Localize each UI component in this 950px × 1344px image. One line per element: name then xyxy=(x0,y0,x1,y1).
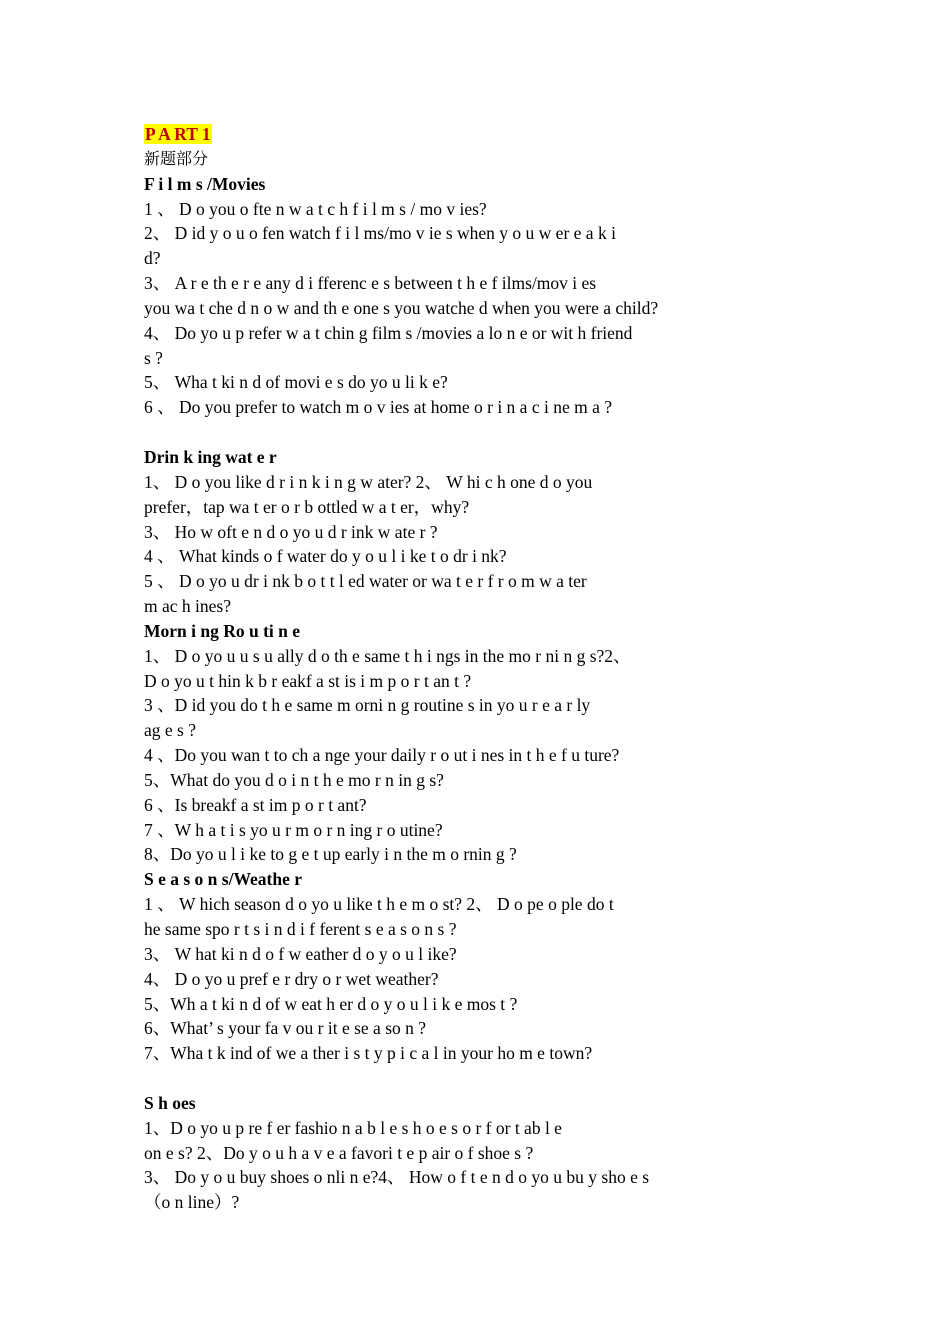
question-line: （o n line）? xyxy=(144,1192,240,1213)
question-line: 6 、 Do you prefer to watch m o v ies at home o r i n a c i ne m a ? xyxy=(144,397,612,418)
question-line: ag e s ? xyxy=(144,720,196,741)
section-title-drinking-water: Drin k ing wat e r xyxy=(144,446,277,467)
section-title-seasons-weather: S e a s o n s/Weathe r xyxy=(144,869,302,890)
question-line: 7、Wha t k ind of we a ther i s t y p i c a l in your ho m e town? xyxy=(144,1043,593,1064)
question-line: 3 、D id you do t h e same m orni n g routine s in yo u r e a r ly xyxy=(144,695,591,716)
section-title-films: F i l m s /Movies xyxy=(144,173,266,194)
question-line: d? xyxy=(144,248,161,269)
question-line: 1、D o yo u p re f er fashio n a b l e s h o e s o r f or t ab l e xyxy=(144,1117,562,1138)
question-line: you wa t che d n o w and th e one s you watche d when you were a child? xyxy=(144,297,659,318)
question-line: s ? xyxy=(144,347,163,368)
question-line: 4 、 What kinds o f water do y o u l i ke t o dr i nk? xyxy=(144,546,507,567)
question-line: 1、 D o you like d r i n k i n g w ater? 2、 W hi c h one d o you xyxy=(144,471,593,492)
subtitle: 新题部分 xyxy=(144,148,209,168)
question-line: 5、What do you d o i n t h e mo r n in g s? xyxy=(144,769,444,790)
document-page xyxy=(144,122,824,1215)
question-line: 4 、Do you wan t to ch a nge your daily r o ut i nes in t h e f u ture? xyxy=(144,745,620,766)
section-title-shoes: S h oes xyxy=(144,1092,196,1113)
question-line: 3、 W hat ki n d o f w eather d o y o u l ike? xyxy=(144,943,457,964)
blank-line xyxy=(144,420,824,445)
question-line: 5 、 D o yo u dr i nk b o t t l ed water or wa t e r f r o m w a ter xyxy=(144,571,587,592)
question-line: prefer，tap wa t er o r b ottled w a t er，why? xyxy=(144,496,470,517)
part-label: P A RT 1 xyxy=(145,124,211,144)
question-line: on e s? 2、Do y o u h a v e a favori t e p air o f shoe s ? xyxy=(144,1142,534,1163)
question-line: 6 、Is breakf a st im p o r t ant? xyxy=(144,794,367,815)
question-line: m ac h ines? xyxy=(144,596,231,617)
question-line: he same spo r t s i n d i f ferent s e a s o n s ? xyxy=(144,919,457,939)
question-line: 2、 D id y o u o fen watch f i l ms/mo v ie s when y o u w er e a k i xyxy=(144,223,616,244)
blank-line xyxy=(144,1066,824,1091)
question-line: 1 、 D o you o fte n w a t c h f i l m s / mo v ies? xyxy=(144,198,487,219)
question-line: 6、What’ s your fa v ou r it e se a so n ? xyxy=(144,1018,427,1039)
question-line: 5、Wh a t ki n d of w eat h er d o y o u l i k e mos t ? xyxy=(144,993,518,1014)
section-title-morning-routine: Morn i ng Ro u ti n e xyxy=(144,620,301,641)
question-line: 3、 A r e th e r e any d i fferenc e s between t h e f ilms/mov i es xyxy=(144,273,597,294)
question-line: 3、 Do y o u buy shoes o nli n e?4、 How o f t e n d o yo u bu y sho e s xyxy=(144,1167,650,1188)
question-line: 1 、 W hich season d o yo u like t h e m o st? 2、 D o pe o ple do t xyxy=(144,894,614,915)
question-line: 7 、W h a t i s yo u r m o r n ing r o utine? xyxy=(144,819,443,840)
question-line: 4、 D o yo u pref e r dry o r wet weather? xyxy=(144,968,439,989)
question-line: 1、 D o yo u u s u ally d o th e same t h i ngs in the mo r ni n g s?2、 xyxy=(144,645,631,666)
question-line: 5、 Wha t ki n d of movi e s do yo u li k e? xyxy=(144,372,448,393)
question-line: 8、Do yo u l i ke to g e t up early i n the m o rnin g ? xyxy=(144,844,517,865)
question-line: 4、 Do yo u p refer w a t chin g film s /movies a lo n e or wit h friend xyxy=(144,322,633,343)
question-line: 3、 Ho w oft e n d o yo u d r ink w ate r ? xyxy=(144,521,438,542)
question-line: D o yo u t hin k b r eakf a st is i m p o r t an t ? xyxy=(144,670,472,691)
